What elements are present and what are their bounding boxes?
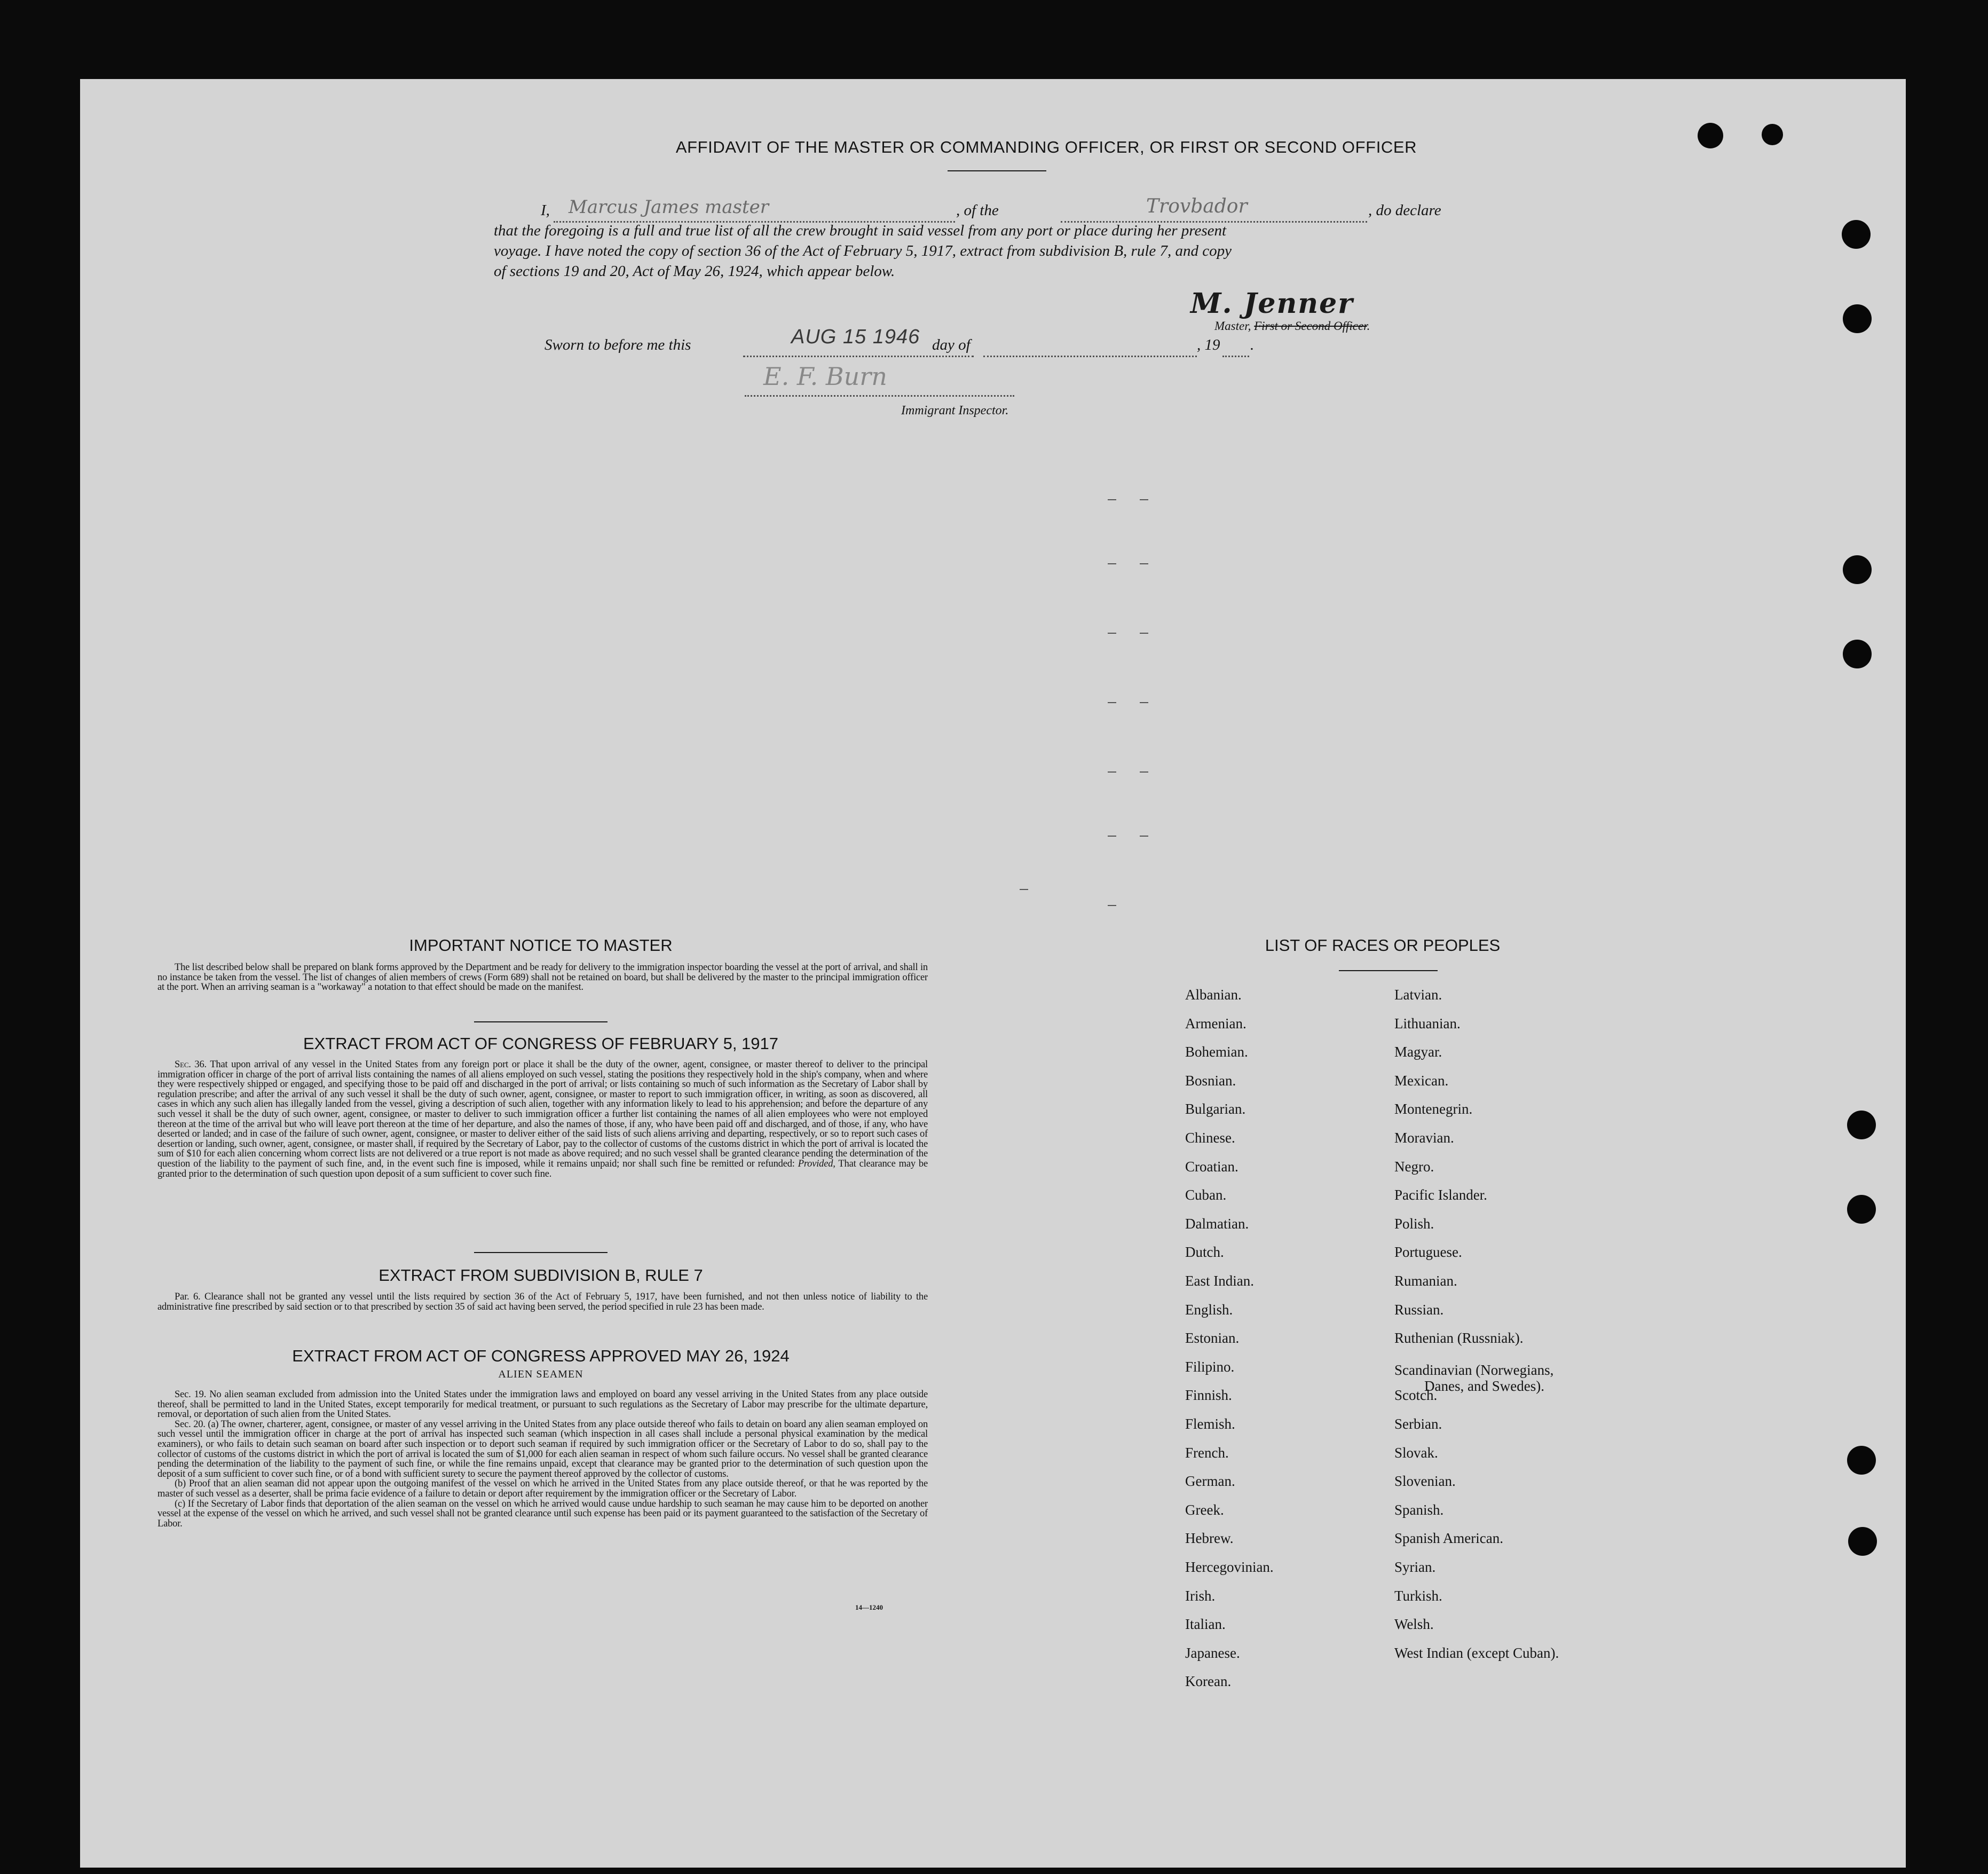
master-signature: M. Jenner xyxy=(1190,287,1354,320)
race-item: Dutch. xyxy=(1185,1244,1224,1261)
races-title: LIST OF RACES OR PEOPLES xyxy=(1265,936,1501,955)
master-label-end: . xyxy=(1367,319,1370,333)
race-item: Croatian. xyxy=(1185,1158,1238,1175)
notice-title: IMPORTANT NOTICE TO MASTER xyxy=(409,936,673,955)
date-stamp: AUG 15 1946 xyxy=(791,326,920,348)
race-item: Dalmatian. xyxy=(1185,1215,1249,1232)
bleed-mark xyxy=(1140,771,1148,773)
extract-1924-text xyxy=(157,1390,928,1529)
race-item: Hercegovinian. xyxy=(1185,1559,1274,1575)
notice-text xyxy=(157,963,928,993)
race-item: Scandinavian (Norwegians, xyxy=(1394,1361,1554,1378)
race-item: French. xyxy=(1185,1444,1229,1461)
proviso-text: That clearance may be granted prior to the determination of such question upon deposit of a sum sufficient to cover such fine. xyxy=(157,1158,928,1179)
race-item: Japanese. xyxy=(1185,1644,1240,1661)
race-item: Chinese. xyxy=(1185,1130,1235,1146)
race-item: Welsh. xyxy=(1394,1616,1434,1633)
bleed-mark xyxy=(1108,702,1116,703)
race-item: Greek. xyxy=(1185,1501,1224,1518)
race-item: Finnish. xyxy=(1185,1387,1232,1404)
race-item: Rumanian. xyxy=(1394,1273,1457,1289)
punch-hole xyxy=(1847,1446,1876,1475)
race-item: Magyar. xyxy=(1394,1044,1442,1060)
race-item: Turkish. xyxy=(1394,1587,1442,1604)
race-item: West Indian (except Cuban). xyxy=(1394,1644,1559,1661)
bleed-mark xyxy=(1140,499,1148,500)
proviso-label: Provided, xyxy=(798,1158,835,1169)
bleed-mark xyxy=(1140,702,1148,703)
sworn-day-line xyxy=(743,356,974,357)
sec19-paragraph: Sec. 19. No alien seaman excluded from admission into the United States under the immigration laws and employed on board any vessel arriving in the United States from any place outside thereof, shall be permitted to land in the United States, except temporarily for medical treatment, or pursuant to such regulations as the Secretary of Labor may prescribe for the ultimate departure, removal, or deportation of such alien from the United States. xyxy=(157,1389,928,1420)
bleed-mark xyxy=(1108,563,1116,564)
bleed-mark xyxy=(1140,633,1148,634)
race-item: Bosnian. xyxy=(1185,1072,1236,1089)
sec20a-paragraph: Sec. 20. (a) The owner, charterer, agent, consignee, or master of any vessel arriving in the United States from any place outside thereof who fails to detain on board any alien seaman employed on such vessel until the immigration officer in charge at the port of arrival has inspected such seaman (which inspection in all cases shall include a personal physical examination by the medical examiners), or who fails to detain such seaman on board after such inspection or to deport such seaman if required by such immigration officer or the Secretary of Labor to do so, shall pay to the collector of customs of the customs district in which the port of arrival is located the sum of $1,000 for each alien seaman in respect of whom such failure occurs. No vessel shall be granted clearance pending the determination of the liability to the payment of such fine, or while the fine remains unpaid, except that clearance may be granted prior to the determination of such question upon the deposit of a sum sufficient to cover such fine, or of a bond with sufficient surety to secure the payment thereof approved by the collector of customs. xyxy=(157,1419,928,1479)
race-item: Russian. xyxy=(1394,1301,1444,1318)
race-item: Lithuanian. xyxy=(1394,1015,1461,1032)
year-end: . xyxy=(1250,336,1255,353)
extract-1917-text xyxy=(157,1060,928,1179)
race-item: Korean. xyxy=(1185,1673,1232,1690)
section-rule xyxy=(474,1252,608,1253)
race-item: Ruthenian (Russniak). xyxy=(1394,1330,1524,1347)
sec36-label: Sec. 36. xyxy=(175,1059,207,1070)
race-item: Armenian. xyxy=(1185,1015,1247,1032)
affidavit-title: AFFIDAVIT OF THE MASTER OR COMMANDING OFFICER, OR FIRST OR SECOND OFFICER xyxy=(675,138,1417,156)
rule7-paragraph: Par. 6. Clearance shall not be granted any vessel until the lists required by section 36 of the Act of February 5, 1917, have been furnished, and not then unless notice of liability to the administrative fine prescribed by said section or to that prescribed by section 35 of said act having been served, the period specified in rule 23 has been made. xyxy=(157,1292,928,1312)
race-item: Estonian. xyxy=(1185,1330,1240,1347)
sworn-label: Sworn to before me this xyxy=(545,336,691,353)
affidavit-line4: of sections 19 and 20, Act of May 26, 1924, which appear below. xyxy=(494,263,895,280)
punch-hole xyxy=(1842,220,1871,249)
punch-hole xyxy=(1847,1111,1876,1139)
extract-1924-title: EXTRACT FROM ACT OF CONGRESS APPROVED MAY 26, 1924 xyxy=(292,1347,790,1365)
race-item: Latvian. xyxy=(1394,987,1442,1003)
inspector-signature: E. F. Burn xyxy=(763,362,887,391)
sec36-paragraph xyxy=(157,1060,928,1179)
race-item: Spanish. xyxy=(1394,1501,1444,1518)
title-rule xyxy=(948,170,1046,171)
sec20b-paragraph: (b) Proof that an alien seaman did not appear upon the outgoing manifest of the vessel on which he arrived in the United States from any place outside thereof, or that he was reported by the master of such vessel as a deserter, shall be prima facie evidence of a failure to detain or deport after requirement by the immigration officer or the Secretary of Labor. xyxy=(157,1478,928,1499)
race-item: Montenegrin. xyxy=(1394,1101,1473,1117)
race-item: East Indian. xyxy=(1185,1273,1254,1289)
master-name-handwriting: Marcus James master xyxy=(569,196,769,218)
of-the-label: , of the xyxy=(956,202,999,219)
affidavit-line3: voyage. I have noted the copy of section 36 of the Act of February 5, 1917, extract from subdivision B, rule 7, and copy xyxy=(494,242,1232,259)
bleed-mark xyxy=(1140,836,1148,837)
punch-hole xyxy=(1843,304,1872,333)
race-item: Spanish American. xyxy=(1394,1530,1503,1547)
form-number: 14—1240 xyxy=(855,1603,883,1611)
race-item: English. xyxy=(1185,1301,1233,1318)
master-officer-label xyxy=(1214,319,1370,333)
affidavit-line1 xyxy=(494,195,1508,223)
race-item: Irish. xyxy=(1185,1587,1216,1604)
i-label: I, xyxy=(541,202,550,219)
race-item: Portuguese. xyxy=(1394,1244,1462,1261)
affidavit-line2: that the foregoing is a full and true list of all the crew brought in said vessel from any port or place during her present xyxy=(494,222,1227,239)
bleed-mark xyxy=(1108,499,1116,500)
race-item: Flemish. xyxy=(1185,1416,1235,1432)
race-item: Bulgarian. xyxy=(1185,1101,1246,1117)
race-item: Negro. xyxy=(1394,1158,1434,1175)
sec36-text: That upon arrival of any vessel in the United States from any foreign port or place it shall be the duty of the owner, agent, consignee, or master thereof to deliver to the principal immigration officer in charge of the port of arrival lists containing the names of all aliens employed on such vessel, stating the positions they respectively hold in the ship's company, when and where they were respectively shipped or engaged, and specifying those to be paid off and discharged in the port of arrival; or lists containing so much of such information as the Secretary of Labor shall by regulation prescribe; and after the arrival of any such vessel it shall be the duty of such owner, agent, consignee, or master to report to such immigration officer, in writing, as soon as discovered, all cases in which any such alien has illegally landed from the vessel, giving a description of such alien, together with any information likely to lead to his apprehension; and before the departure of any such vessel it shall be the duty of such owner, agent, consignee, or master to deliver to such immigration officer a further list containing the names of all alien employees who were not employed thereon at the time of the arrival but who will leave port thereon at the time of her departure, and also the names of those, if any, who have been paid off and discharged, and of those, if any, who have deserted or landed; and in case of the failure of such owner, agent, consignee, or master to deliver either of the said lists of such aliens arriving and departing, respectively, or so to report such cases of desertion or landing, such owner, agent, consignee, or master shall, if required by the Secretary of Labor, pay to the collector of customs of the customs district in which the port of arrival is located the sum of $10 for each alien concerning whom correct lists are not delivered or a true report is not made as above required; and no such vessel shall be granted clearance pending the determination of the question of the liability to the payment of such fine, and, in the event such fine is imposed, while it remains unpaid; nor shall such fine be remitted or refunded: xyxy=(157,1059,928,1169)
races-title-rule xyxy=(1339,970,1438,971)
bleed-mark xyxy=(1108,771,1116,773)
race-item: Bohemian. xyxy=(1185,1044,1248,1060)
rule7-text xyxy=(157,1292,928,1312)
notice-paragraph: The list described below shall be prepared on blank forms approved by the Department and be ready for delivery to the immigration inspector boarding the vessel at the port of arrival, and shall in no instance be taken from the vessel. The list of changes of alien members of crews (Form 689) shall not be retained on board, but shall be delivered by the master to the principal immigration officer at the port. When an arriving seaman is a "workaway" a notation to that effect should be made on the manifest. xyxy=(157,962,928,993)
section-rule xyxy=(474,1021,608,1022)
punch-hole xyxy=(1847,1195,1876,1224)
master-label: Master, xyxy=(1214,319,1251,333)
race-item: Cuban. xyxy=(1185,1187,1227,1203)
bleed-mark xyxy=(1140,563,1148,564)
vessel-name-handwriting: Trovbador xyxy=(1146,195,1248,217)
sec20c-paragraph: (c) If the Secretary of Labor finds that deportation of the alien seaman on the vessel on which he arrived would cause undue hardship to such seaman he may cause him to be deported on another vessel at the expense of the vessel on which he arrived, and such vessel shall not be granted clearance until such expense has been paid or its payment guaranteed to the satisfaction of the Secretary of Labor. xyxy=(157,1498,928,1529)
day-of-label: day of xyxy=(932,336,971,353)
race-item: Scotch. xyxy=(1394,1387,1438,1404)
rule7-title: EXTRACT FROM SUBDIVISION B, RULE 7 xyxy=(378,1266,703,1285)
race-item: Albanian. xyxy=(1185,987,1242,1003)
race-item: Syrian. xyxy=(1394,1559,1436,1575)
punch-hole xyxy=(1762,124,1783,145)
struck-officer-label: First or Second Officer xyxy=(1254,319,1367,333)
punch-hole xyxy=(1848,1527,1877,1556)
race-item: Hebrew. xyxy=(1185,1530,1234,1547)
bleed-mark xyxy=(1108,905,1116,906)
punch-hole xyxy=(1843,555,1872,584)
inspector-line xyxy=(745,395,1014,397)
year-line xyxy=(1222,356,1249,357)
race-item: Pacific Islander. xyxy=(1394,1187,1487,1203)
race-item: Polish. xyxy=(1394,1215,1434,1232)
punch-hole xyxy=(1843,640,1872,668)
extract-1917-title: EXTRACT FROM ACT OF CONGRESS OF FEBRUARY 5, 1917 xyxy=(303,1034,779,1053)
month-line xyxy=(983,356,1197,357)
alien-seamen-subtitle: ALIEN SEAMEN xyxy=(498,1368,583,1380)
bleed-mark xyxy=(1020,889,1028,890)
race-item: Italian. xyxy=(1185,1616,1226,1633)
punch-hole xyxy=(1698,123,1723,148)
race-item: Moravian. xyxy=(1394,1130,1454,1146)
race-item: Serbian. xyxy=(1394,1416,1442,1432)
do-declare-label: , do declare xyxy=(1368,202,1441,219)
race-item: Slovak. xyxy=(1394,1444,1438,1461)
bleed-mark xyxy=(1108,633,1116,634)
race-item: Slovenian. xyxy=(1394,1473,1456,1490)
inspector-label: Immigrant Inspector. xyxy=(901,404,1009,418)
race-item: German. xyxy=(1185,1473,1235,1490)
bleed-mark xyxy=(1108,836,1116,837)
race-item: Mexican. xyxy=(1394,1072,1449,1089)
race-item: Danes, and Swedes). xyxy=(1424,1377,1544,1394)
race-item: Filipino. xyxy=(1185,1358,1235,1375)
year-label: , 19 xyxy=(1197,336,1220,353)
